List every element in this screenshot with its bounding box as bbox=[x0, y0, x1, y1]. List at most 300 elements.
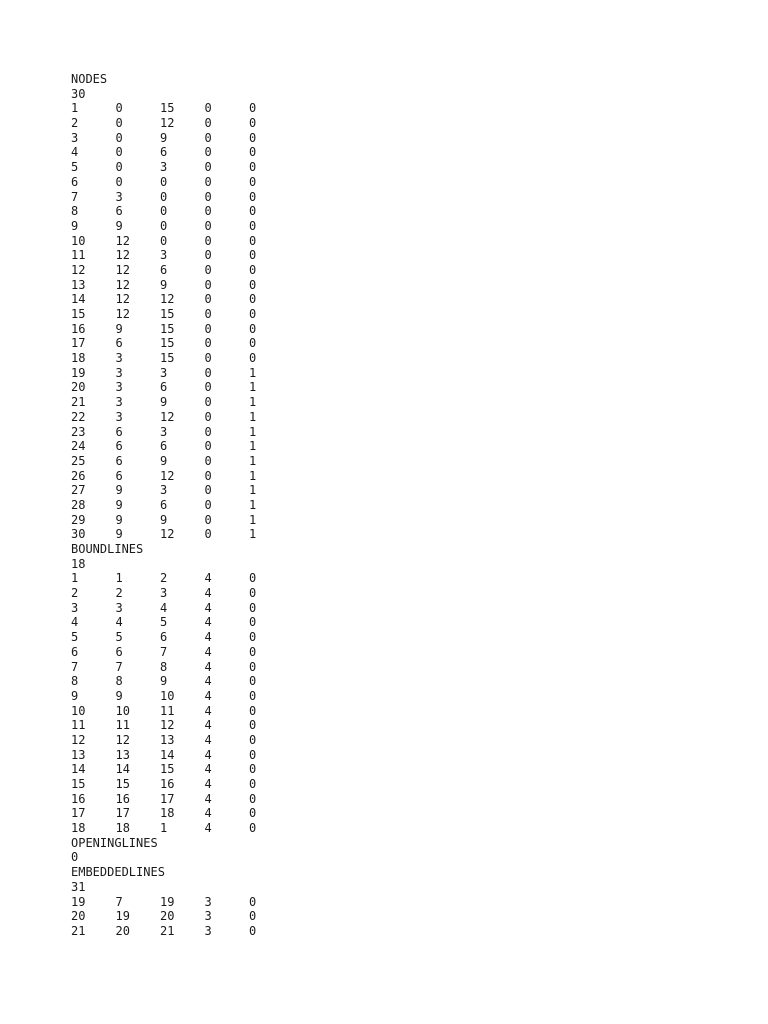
data-cell: 3 bbox=[71, 600, 79, 615]
data-cell: 22 bbox=[71, 409, 86, 424]
data-cell: 20 bbox=[71, 380, 86, 395]
data-row bbox=[71, 234, 294, 249]
data-row bbox=[71, 748, 294, 763]
data-cell: 6 bbox=[115, 336, 123, 351]
data-cell: 1 bbox=[249, 497, 257, 512]
data-cell: 12 bbox=[71, 262, 86, 277]
data-row bbox=[71, 806, 294, 821]
data-cell: 1 bbox=[249, 424, 257, 439]
data-cell: 15 bbox=[71, 777, 86, 791]
data-cell: 0 bbox=[115, 130, 123, 145]
data-cell: 9 bbox=[160, 453, 168, 468]
data-cell: 0 bbox=[204, 248, 212, 263]
data-cell: 1 bbox=[249, 380, 257, 395]
data-cell: 0 bbox=[249, 909, 257, 924]
data-cell: 4 bbox=[204, 674, 212, 689]
data-cell: 26 bbox=[71, 468, 86, 483]
data-cell: 1 bbox=[249, 527, 257, 542]
data-cell: 3 bbox=[115, 395, 123, 410]
data-row bbox=[71, 660, 294, 675]
data-cell: 12 bbox=[71, 732, 86, 747]
data-cell: 1 bbox=[249, 483, 257, 498]
data-cell: 0 bbox=[204, 307, 212, 321]
data-row bbox=[71, 689, 294, 704]
data-cell: 5 bbox=[160, 615, 168, 630]
data-cell: 18 bbox=[71, 351, 86, 366]
data-cell: 7 bbox=[160, 644, 168, 659]
data-cell: 4 bbox=[204, 777, 212, 791]
data-row bbox=[71, 292, 294, 307]
data-cell: 0 bbox=[249, 821, 257, 836]
section-boundlines bbox=[71, 542, 294, 836]
data-row bbox=[71, 601, 294, 616]
data-cell: 5 bbox=[71, 160, 79, 175]
data-cell: 8 bbox=[71, 674, 79, 689]
data-cell: 0 bbox=[204, 424, 212, 439]
data-cell: 6 bbox=[115, 453, 123, 468]
data-cell: 6 bbox=[71, 644, 79, 659]
data-cell: 6 bbox=[71, 174, 79, 189]
data-row bbox=[71, 160, 294, 175]
data-cell: 13 bbox=[71, 277, 86, 292]
data-row bbox=[71, 380, 294, 395]
data-row bbox=[71, 454, 294, 469]
data-cell: 17 bbox=[160, 791, 175, 806]
data-row bbox=[71, 351, 294, 366]
data-cell: 0 bbox=[204, 189, 212, 204]
data-cell: 0 bbox=[160, 218, 168, 233]
data-cell: 13 bbox=[71, 747, 86, 762]
section-count: 18 bbox=[71, 556, 86, 571]
data-cell: 0 bbox=[204, 497, 212, 512]
data-cell: 19 bbox=[115, 909, 130, 924]
section-count: 31 bbox=[71, 879, 86, 894]
data-cell: 4 bbox=[71, 145, 79, 160]
data-row bbox=[71, 410, 294, 425]
data-cell: 0 bbox=[204, 204, 212, 219]
data-cell: 7 bbox=[115, 894, 123, 909]
data-row bbox=[71, 498, 294, 513]
data-cell: 13 bbox=[160, 732, 175, 747]
data-cell: 3 bbox=[204, 909, 212, 924]
data-cell: 2 bbox=[71, 586, 79, 601]
data-cell: 0 bbox=[204, 351, 212, 366]
data-cell: 0 bbox=[249, 174, 257, 189]
data-cell: 0 bbox=[249, 659, 257, 674]
data-cell: 0 bbox=[249, 600, 257, 615]
data-cell: 4 bbox=[204, 747, 212, 762]
data-cell: 14 bbox=[71, 292, 86, 307]
data-cell: 17 bbox=[115, 806, 130, 821]
data-cell: 11 bbox=[71, 718, 86, 733]
data-cell: 12 bbox=[160, 409, 175, 424]
data-row bbox=[71, 615, 294, 630]
data-cell: 3 bbox=[204, 923, 212, 938]
data-cell: 8 bbox=[71, 204, 79, 219]
data-cell: 15 bbox=[71, 307, 86, 321]
data-cell: 0 bbox=[249, 703, 257, 718]
data-cell: 0 bbox=[204, 483, 212, 498]
data-cell: 9 bbox=[115, 688, 123, 703]
data-cell: 14 bbox=[160, 747, 175, 762]
data-cell: 10 bbox=[71, 233, 86, 248]
data-cell: 9 bbox=[160, 130, 168, 145]
data-cell: 0 bbox=[160, 233, 168, 248]
data-cell: 0 bbox=[115, 116, 123, 131]
data-cell: 0 bbox=[115, 174, 123, 189]
data-cell: 0 bbox=[204, 439, 212, 454]
data-cell: 14 bbox=[115, 762, 130, 777]
data-cell: 23 bbox=[71, 424, 86, 439]
data-cell: 4 bbox=[115, 615, 123, 630]
data-cell: 0 bbox=[249, 894, 257, 909]
data-cell: 20 bbox=[71, 909, 86, 924]
data-cell: 0 bbox=[115, 101, 123, 116]
data-cell: 0 bbox=[249, 791, 257, 806]
data-cell: 1 bbox=[71, 101, 79, 116]
data-cell: 19 bbox=[71, 365, 86, 380]
data-cell: 12 bbox=[115, 262, 130, 277]
section-embeddedlines bbox=[71, 865, 294, 938]
data-cell: 7 bbox=[71, 659, 79, 674]
data-cell: 0 bbox=[249, 644, 257, 659]
data-cell: 0 bbox=[204, 321, 212, 336]
data-cell: 3 bbox=[160, 424, 168, 439]
data-cell: 3 bbox=[160, 160, 168, 175]
data-cell: 16 bbox=[71, 321, 86, 336]
data-cell: 6 bbox=[115, 644, 123, 659]
data-cell: 12 bbox=[115, 307, 130, 321]
data-cell: 17 bbox=[71, 806, 86, 821]
data-cell: 9 bbox=[160, 395, 168, 410]
data-cell: 24 bbox=[71, 439, 86, 454]
data-cell: 13 bbox=[115, 747, 130, 762]
data-cell: 0 bbox=[249, 806, 257, 821]
data-row bbox=[71, 175, 294, 190]
data-cell: 12 bbox=[160, 718, 175, 733]
data-cell: 15 bbox=[160, 101, 175, 116]
data-cell: 29 bbox=[71, 512, 86, 527]
data-row bbox=[71, 395, 294, 410]
data-cell: 12 bbox=[160, 527, 175, 542]
data-cell: 0 bbox=[249, 145, 257, 160]
data-cell: 9 bbox=[160, 277, 168, 292]
data-row bbox=[71, 586, 294, 601]
data-cell: 3 bbox=[160, 483, 168, 498]
section-heading: OPENINGLINES bbox=[71, 835, 158, 850]
data-cell: 1 bbox=[160, 821, 168, 836]
data-cell: 0 bbox=[204, 233, 212, 248]
data-cell: 0 bbox=[204, 380, 212, 395]
data-cell: 3 bbox=[115, 380, 123, 395]
data-cell: 0 bbox=[249, 351, 257, 366]
data-cell: 4 bbox=[204, 762, 212, 777]
data-cell: 21 bbox=[71, 923, 86, 938]
data-row bbox=[71, 469, 294, 484]
data-cell: 0 bbox=[249, 732, 257, 747]
data-cell: 0 bbox=[249, 277, 257, 292]
data-row bbox=[71, 425, 294, 440]
data-row bbox=[71, 527, 294, 542]
data-cell: 4 bbox=[204, 703, 212, 718]
data-cell: 0 bbox=[204, 365, 212, 380]
data-cell: 5 bbox=[71, 630, 79, 645]
data-cell: 1 bbox=[115, 571, 123, 586]
data-row bbox=[71, 263, 294, 278]
data-cell: 0 bbox=[204, 174, 212, 189]
data-cell: 4 bbox=[204, 600, 212, 615]
data-cell: 0 bbox=[160, 204, 168, 219]
data-row bbox=[71, 204, 294, 219]
data-cell: 11 bbox=[160, 703, 175, 718]
section-heading: BOUNDLINES bbox=[71, 542, 144, 556]
data-row bbox=[71, 116, 294, 131]
data-cell: 0 bbox=[204, 527, 212, 542]
data-row bbox=[71, 645, 294, 660]
data-cell: 4 bbox=[204, 659, 212, 674]
data-cell: 11 bbox=[115, 718, 130, 733]
data-cell: 20 bbox=[115, 923, 130, 938]
data-cell: 0 bbox=[204, 101, 212, 116]
data-cell: 8 bbox=[160, 659, 168, 674]
data-row bbox=[71, 777, 294, 792]
data-cell: 19 bbox=[160, 894, 175, 909]
data-cell: 0 bbox=[204, 262, 212, 277]
data-cell: 16 bbox=[71, 791, 86, 806]
data-cell: 9 bbox=[115, 218, 123, 233]
data-cell: 9 bbox=[160, 512, 168, 527]
data-cell: 17 bbox=[71, 336, 86, 351]
data-cell: 21 bbox=[160, 923, 175, 938]
data-cell: 4 bbox=[71, 615, 79, 630]
data-row bbox=[71, 248, 294, 263]
data-cell: 6 bbox=[115, 468, 123, 483]
data-row bbox=[71, 674, 294, 689]
data-cell: 0 bbox=[249, 204, 257, 219]
data-cell: 15 bbox=[160, 351, 175, 366]
data-cell: 16 bbox=[115, 791, 130, 806]
data-cell: 10 bbox=[160, 688, 175, 703]
data-cell: 0 bbox=[204, 336, 212, 351]
data-cell: 6 bbox=[115, 439, 123, 454]
data-cell: 1 bbox=[249, 395, 257, 410]
data-cell: 12 bbox=[160, 116, 175, 131]
data-cell: 15 bbox=[160, 336, 175, 351]
data-cell: 0 bbox=[204, 218, 212, 233]
data-cell: 1 bbox=[249, 453, 257, 468]
data-cell: 0 bbox=[249, 321, 257, 336]
data-cell: 12 bbox=[160, 468, 175, 483]
data-cell: 1 bbox=[249, 409, 257, 424]
data-row bbox=[71, 733, 294, 748]
data-cell: 6 bbox=[160, 262, 168, 277]
data-cell: 0 bbox=[204, 116, 212, 131]
data-cell: 0 bbox=[249, 586, 257, 601]
data-cell: 6 bbox=[160, 439, 168, 454]
data-cell: 19 bbox=[71, 894, 86, 909]
data-cell: 0 bbox=[160, 174, 168, 189]
data-cell: 0 bbox=[204, 160, 212, 175]
data-cell: 12 bbox=[160, 292, 175, 307]
data-cell: 3 bbox=[115, 409, 123, 424]
data-cell: 1 bbox=[249, 512, 257, 527]
data-cell: 0 bbox=[249, 160, 257, 175]
data-cell: 12 bbox=[115, 732, 130, 747]
data-cell: 27 bbox=[71, 483, 86, 498]
data-row bbox=[71, 762, 294, 777]
data-cell: 10 bbox=[115, 703, 130, 718]
data-cell: 0 bbox=[249, 674, 257, 689]
data-row bbox=[71, 571, 294, 586]
data-cell: 4 bbox=[204, 791, 212, 806]
data-row bbox=[71, 513, 294, 528]
data-cell: 4 bbox=[204, 718, 212, 733]
data-cell: 4 bbox=[204, 586, 212, 601]
data-row bbox=[71, 909, 294, 924]
data-cell: 12 bbox=[115, 248, 130, 263]
data-cell: 0 bbox=[249, 336, 257, 351]
data-cell: 4 bbox=[204, 615, 212, 630]
data-cell: 0 bbox=[249, 571, 257, 586]
data-row bbox=[71, 895, 294, 910]
data-cell: 6 bbox=[160, 630, 168, 645]
section-count: 30 bbox=[71, 86, 86, 101]
data-cell: 0 bbox=[115, 145, 123, 160]
data-cell: 0 bbox=[249, 262, 257, 277]
data-row bbox=[71, 307, 294, 322]
data-cell: 6 bbox=[160, 497, 168, 512]
data-cell: 15 bbox=[115, 777, 130, 791]
data-cell: 0 bbox=[249, 248, 257, 263]
data-cell: 0 bbox=[204, 145, 212, 160]
data-row bbox=[71, 924, 294, 939]
section-nodes bbox=[71, 72, 294, 542]
data-row bbox=[71, 483, 294, 498]
data-cell: 4 bbox=[204, 806, 212, 821]
data-cell: 15 bbox=[160, 762, 175, 777]
data-row bbox=[71, 821, 294, 836]
data-cell: 3 bbox=[71, 130, 79, 145]
data-cell: 25 bbox=[71, 453, 86, 468]
data-cell: 9 bbox=[115, 321, 123, 336]
data-cell: 3 bbox=[115, 189, 123, 204]
data-row bbox=[71, 792, 294, 807]
document-body bbox=[71, 72, 294, 939]
section-openinglines bbox=[71, 836, 294, 865]
data-cell: 0 bbox=[249, 292, 257, 307]
data-cell: 0 bbox=[249, 307, 257, 321]
data-cell: 0 bbox=[204, 409, 212, 424]
data-cell: 0 bbox=[249, 688, 257, 703]
data-cell: 9 bbox=[71, 688, 79, 703]
data-cell: 15 bbox=[160, 307, 175, 321]
data-cell: 0 bbox=[249, 615, 257, 630]
data-row bbox=[71, 219, 294, 234]
data-cell: 4 bbox=[204, 821, 212, 836]
data-cell: 4 bbox=[204, 630, 212, 645]
section-heading: NODES bbox=[71, 72, 108, 86]
data-row bbox=[71, 704, 294, 719]
data-row bbox=[71, 190, 294, 205]
data-cell: 3 bbox=[115, 351, 123, 366]
data-cell: 6 bbox=[115, 424, 123, 439]
data-cell: 6 bbox=[160, 145, 168, 160]
data-cell: 20 bbox=[160, 909, 175, 924]
data-cell: 18 bbox=[71, 821, 86, 836]
data-cell: 6 bbox=[115, 204, 123, 219]
data-cell: 2 bbox=[71, 116, 79, 131]
data-cell: 15 bbox=[160, 321, 175, 336]
data-row bbox=[71, 131, 294, 146]
data-cell: 3 bbox=[115, 365, 123, 380]
data-cell: 3 bbox=[160, 586, 168, 601]
data-cell: 9 bbox=[71, 218, 79, 233]
data-cell: 1 bbox=[71, 571, 79, 586]
data-row bbox=[71, 718, 294, 733]
data-cell: 0 bbox=[249, 218, 257, 233]
data-cell: 1 bbox=[249, 365, 257, 380]
data-row bbox=[71, 322, 294, 337]
data-cell: 12 bbox=[115, 277, 130, 292]
section-count: 0 bbox=[71, 850, 79, 865]
data-cell: 9 bbox=[115, 483, 123, 498]
data-cell: 0 bbox=[249, 101, 257, 116]
data-cell: 0 bbox=[115, 160, 123, 175]
data-cell: 0 bbox=[249, 718, 257, 733]
data-cell: 3 bbox=[204, 894, 212, 909]
data-cell: 16 bbox=[160, 777, 175, 791]
data-cell: 18 bbox=[160, 806, 175, 821]
data-cell: 0 bbox=[249, 630, 257, 645]
data-row bbox=[71, 278, 294, 293]
data-cell: 2 bbox=[160, 571, 168, 586]
data-cell: 7 bbox=[115, 659, 123, 674]
data-cell: 0 bbox=[249, 130, 257, 145]
data-row bbox=[71, 439, 294, 454]
data-cell: 0 bbox=[249, 233, 257, 248]
data-cell: 1 bbox=[249, 468, 257, 483]
data-cell: 4 bbox=[204, 571, 212, 586]
data-cell: 14 bbox=[71, 762, 86, 777]
data-cell: 0 bbox=[204, 453, 212, 468]
data-cell: 0 bbox=[249, 747, 257, 762]
data-cell: 0 bbox=[204, 512, 212, 527]
data-cell: 0 bbox=[204, 130, 212, 145]
data-cell: 0 bbox=[249, 923, 257, 938]
data-cell: 21 bbox=[71, 395, 86, 410]
data-cell: 11 bbox=[71, 248, 86, 263]
data-cell: 28 bbox=[71, 497, 86, 512]
data-cell: 2 bbox=[115, 586, 123, 601]
data-cell: 4 bbox=[204, 732, 212, 747]
data-cell: 8 bbox=[115, 674, 123, 689]
data-cell: 0 bbox=[204, 292, 212, 307]
data-cell: 0 bbox=[249, 777, 257, 791]
data-cell: 0 bbox=[249, 116, 257, 131]
data-cell: 3 bbox=[115, 600, 123, 615]
data-cell: 0 bbox=[249, 189, 257, 204]
data-cell: 4 bbox=[204, 688, 212, 703]
data-cell: 12 bbox=[115, 233, 130, 248]
data-cell: 4 bbox=[204, 644, 212, 659]
data-cell: 6 bbox=[160, 380, 168, 395]
data-cell: 0 bbox=[160, 189, 168, 204]
data-cell: 9 bbox=[115, 527, 123, 542]
data-cell: 9 bbox=[115, 497, 123, 512]
data-row bbox=[71, 101, 294, 116]
data-row bbox=[71, 336, 294, 351]
data-cell: 0 bbox=[204, 468, 212, 483]
